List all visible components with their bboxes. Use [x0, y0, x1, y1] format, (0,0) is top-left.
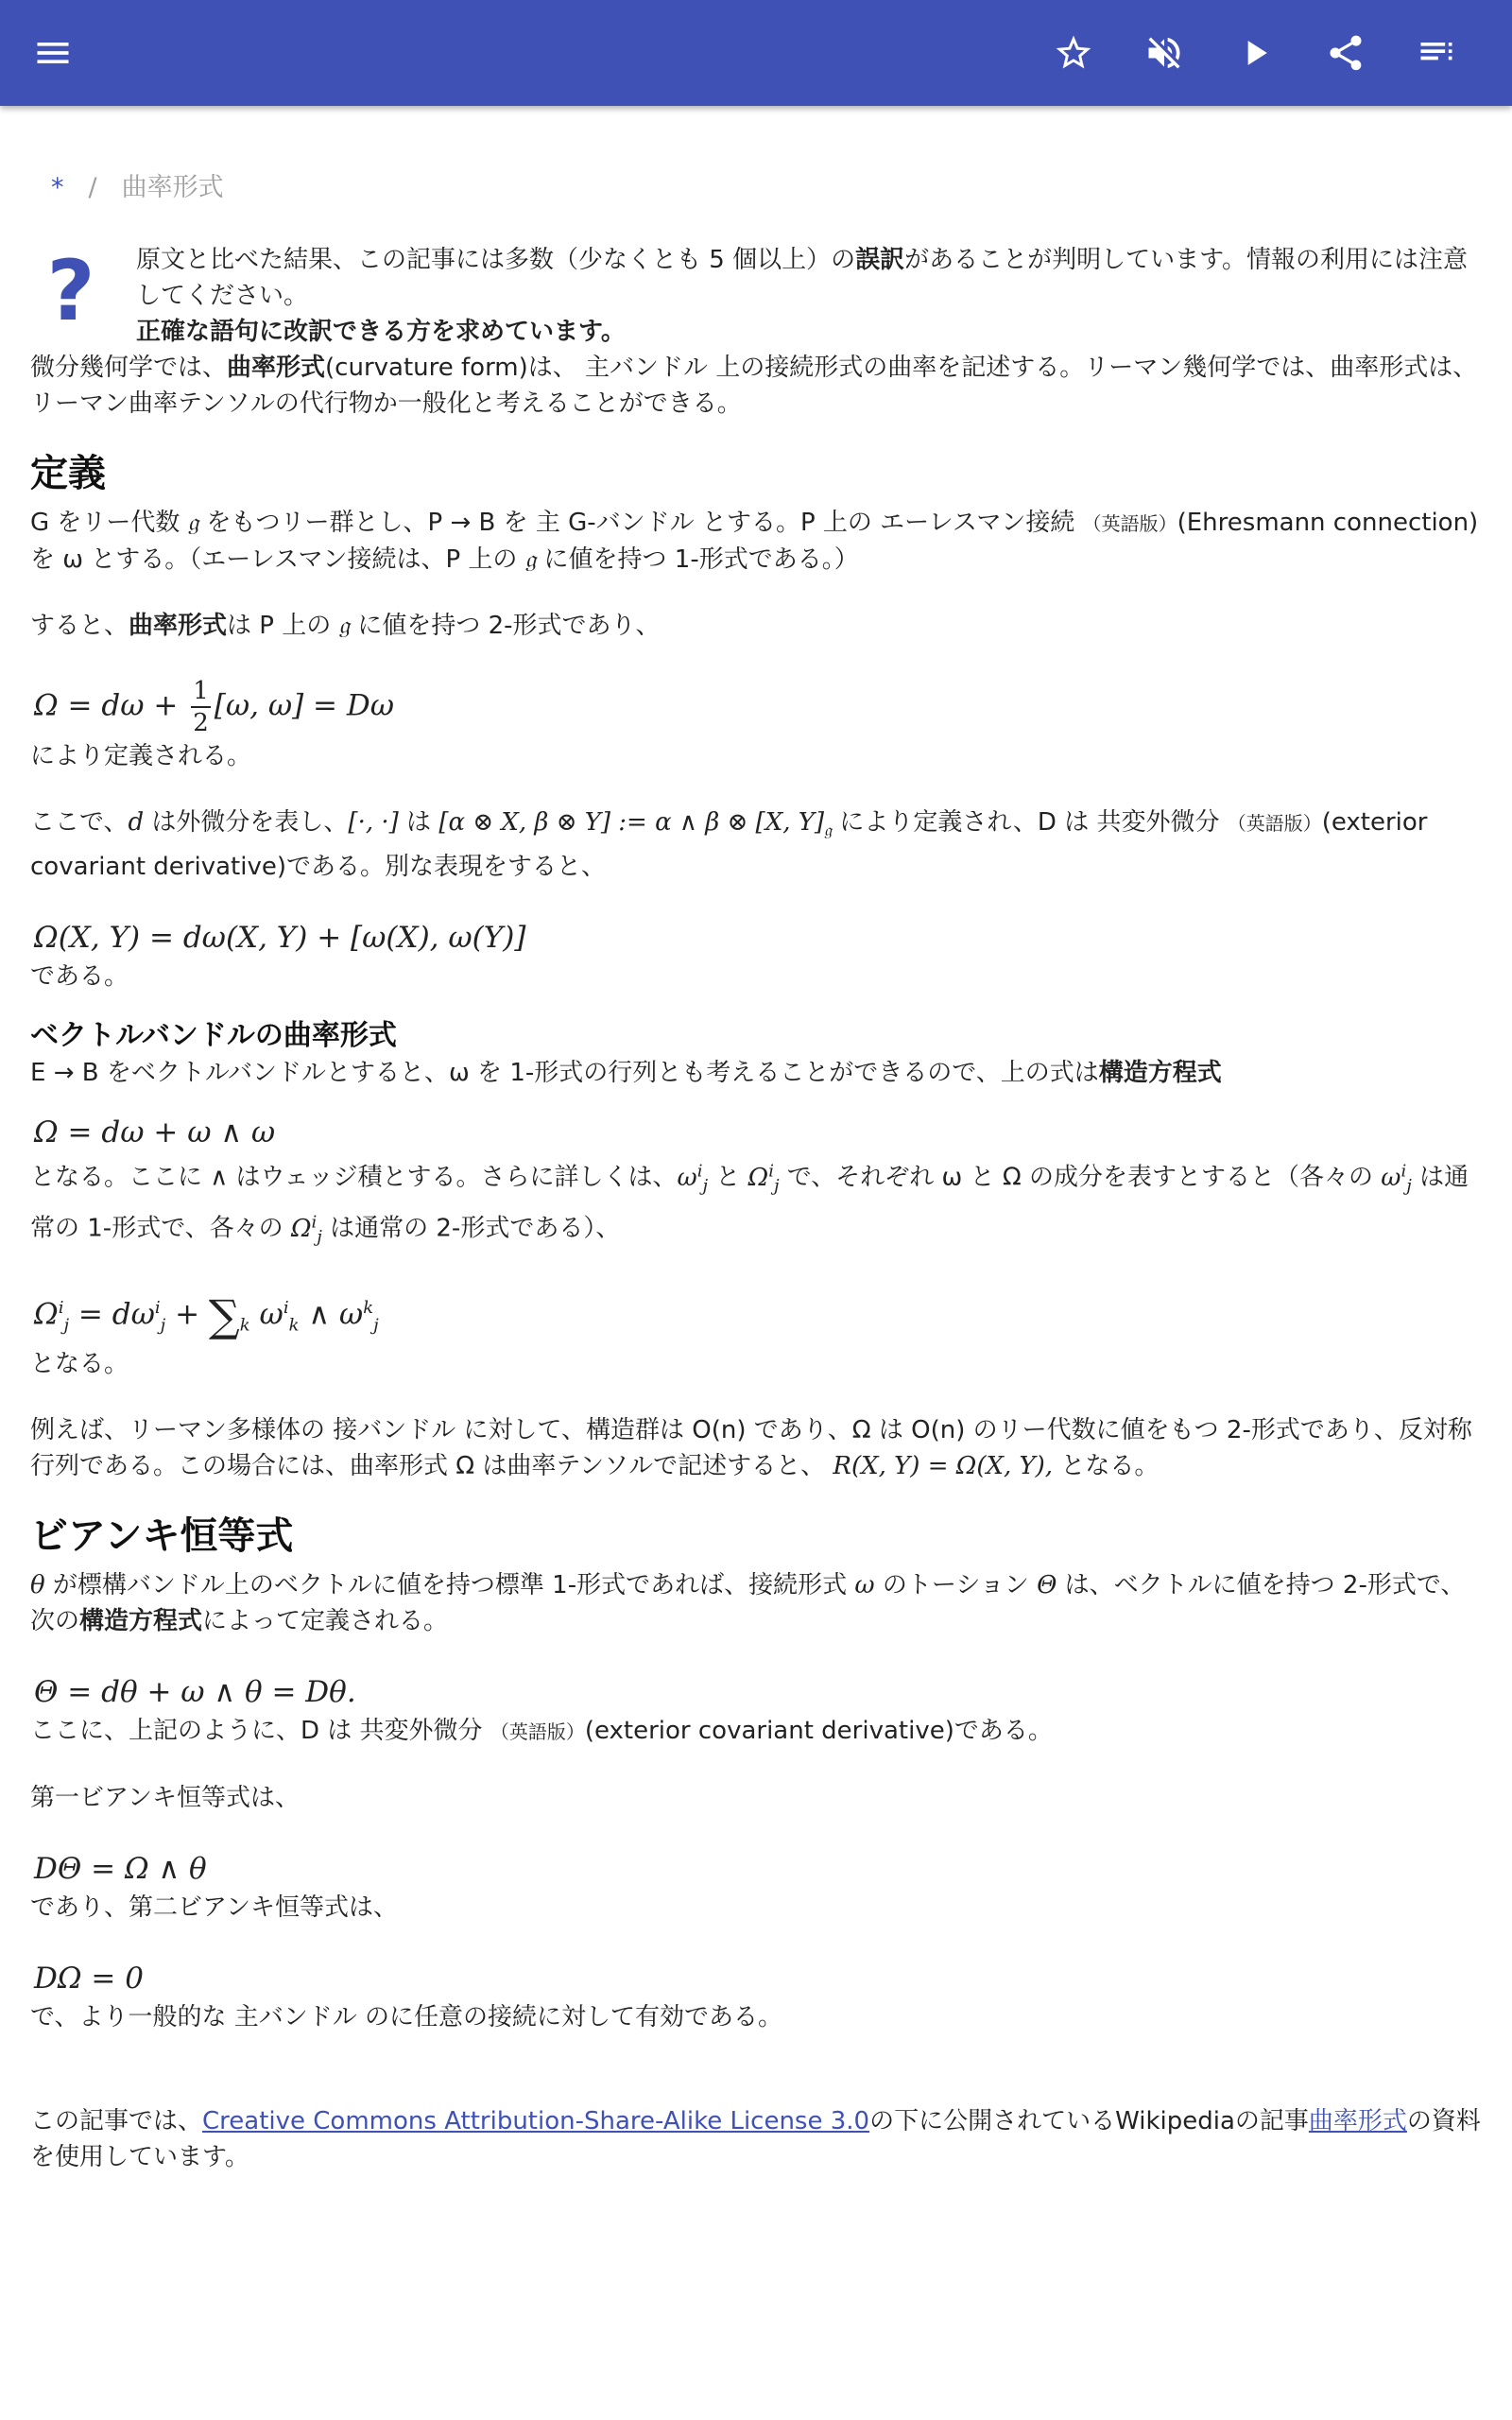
breadcrumb — [51, 166, 224, 203]
definition-paragraph-1: G をリー代数 𝔤 をもつリー群とし、P → B を 主 G-バンドル とする。P 上の エーレスマン接続 （英語版）(Ehresmann connection)を ω とする。（エーレスマン接続は、P 上の 𝔤 に値を持つ 1-形式である。） — [30, 509, 1479, 574]
breadcrumb-separator: / — [88, 173, 97, 202]
section-heading-vector-bundle: ベクトルバンドルの曲率形式 — [30, 1019, 397, 1053]
license-footer: この記事では、Creative Commons Attribution-Share-Alike License 3.0の下に公開されているWikipediaの記事曲率形式の資料を使用しています。 — [30, 2107, 1481, 2172]
section-heading-bianchi: ビアンキ恒等式 — [30, 1514, 294, 1559]
volume-off-icon[interactable] — [1138, 26, 1191, 79]
vector-bundle-paragraph-2: となる。ここに ∧ はウェッジ積とする。さらに詳しくは、$\omega^i_j$ と $\Omega^i_j$ で、それぞれ ω と Ω の成分を表すとすると（各々の $\omega^i_j$ は通常の 1-形式で、各々の $\Omega^i_j$ は通常の 2-形式である）、 — [30, 1161, 1469, 1247]
bianchi-paragraph-4: であり、第二ビアンキ恒等式は、 — [30, 1893, 398, 1923]
section-heading-definition: 定義 — [30, 452, 106, 495]
vector-bundle-paragraph-1: E → B をベクトルバンドルとすると、ω を 1-形式の行列とも考えることができるので、上の式は構造方程式 — [30, 1059, 1222, 1088]
star-icon[interactable] — [1047, 26, 1100, 79]
equation-structure: Ω = dω + ω ∧ ω — [34, 1115, 276, 1150]
playlist-icon[interactable] — [1410, 26, 1463, 79]
bianchi-paragraph-3: 第一ビアンキ恒等式は、 — [30, 1784, 300, 1813]
bianchi-paragraph-2: ここに、上記のように、D は 共変外微分 （英語版）(exterior covariant derivative)である。 — [30, 1717, 1053, 1746]
notice-request: 正確な語句に改訳できる方を求めています。 — [136, 318, 626, 346]
bianchi-paragraph-5: で、より一般的な 主バンドル のに任意の接続に対して有効である。 — [30, 2003, 783, 2032]
definition-paragraph-3: ここで、d は外微分を表し、[·, ·] は [α ⊗ X, β ⊗ Y] := α ∧ β ⊗ [X, $Y]_𝔤$ により定義され、D は 共変外微分 （英語版）(exterior covariant derivative)である。別な表現をすると、 — [30, 808, 1428, 882]
equation-second-bianchi: DΩ = 0 — [34, 1962, 144, 1996]
question-icon: ? — [46, 242, 95, 339]
share-icon[interactable] — [1319, 26, 1372, 79]
article-link[interactable]: 曲率形式 — [1308, 2107, 1407, 2136]
mistranslation-notice — [30, 242, 1482, 350]
license-link[interactable]: Creative Commons Attribution-Share-Alike License 3.0 — [202, 2107, 870, 2136]
breadcrumb-current: 曲率形式 — [121, 173, 224, 202]
equation-curvature-evaluated: Ω(X, Y) = dω(X, Y) + [ω(X), ω(Y)] — [34, 921, 526, 956]
app-bar — [0, 0, 1512, 106]
breadcrumb-root-link[interactable]: * — [51, 173, 64, 202]
equation-components: $\Omega^i_j = d\omega^i_j + \sum_k$ $\omega^i_k$ ∧ $\omega^k_j$ — [34, 1289, 379, 1341]
definition-after-eq1: により定義される。 — [30, 742, 252, 770]
equation-torsion: Θ = dθ + ω ∧ θ = Dθ. — [34, 1675, 356, 1710]
definition-after-eq2: である。 — [30, 962, 129, 992]
notice-text: 原文と比べた結果、この記事には多数（少なくとも 5 個以上）の誤訳があることが判明しています。情報の利用には注意してください。 — [136, 246, 1469, 310]
article-content — [30, 242, 1482, 2175]
equation-curvature-definition: Ω = dω + $\frac{1}{2}$ [ω, ω] = Dω — [34, 677, 395, 737]
play-icon[interactable] — [1228, 26, 1281, 79]
vector-bundle-paragraph-3: 例えば、リーマン多様体の 接バンドル に対して、構造群は O(n) であり、Ω は O(n) のリー代数に値をもつ 2-形式であり、反対称行列である。この場合には、曲率形式 Ω は曲率テンソルで記述すると、 R(X, Y) = Ω(X, Y), となる。 — [30, 1416, 1472, 1481]
equation-first-bianchi: DΘ = Ω ∧ θ — [34, 1852, 207, 1887]
definition-paragraph-2: すると、曲率形式は P 上の 𝔤 に値を持つ 2-形式であり、 — [30, 612, 661, 640]
vector-bundle-after-eq: となる。 — [30, 1350, 129, 1379]
menu-icon[interactable] — [26, 26, 79, 79]
intro-paragraph: 微分幾何学では、曲率形式(curvature form)は、 主バンドル 上の接続形式の曲率を記述する。リーマン幾何学では、曲率形式は、リーマン曲率テンソルの代行物か一般化と考えることができる。 — [30, 354, 1478, 418]
bianchi-paragraph-1: θ が標構バンドル上のベクトルに値を持つ標準 1-形式であれば、接続形式 ω のトーション Θ は、ベクトルに値を持つ 2-形式で、次の構造方程式によって定義される。 — [30, 1571, 1466, 1636]
